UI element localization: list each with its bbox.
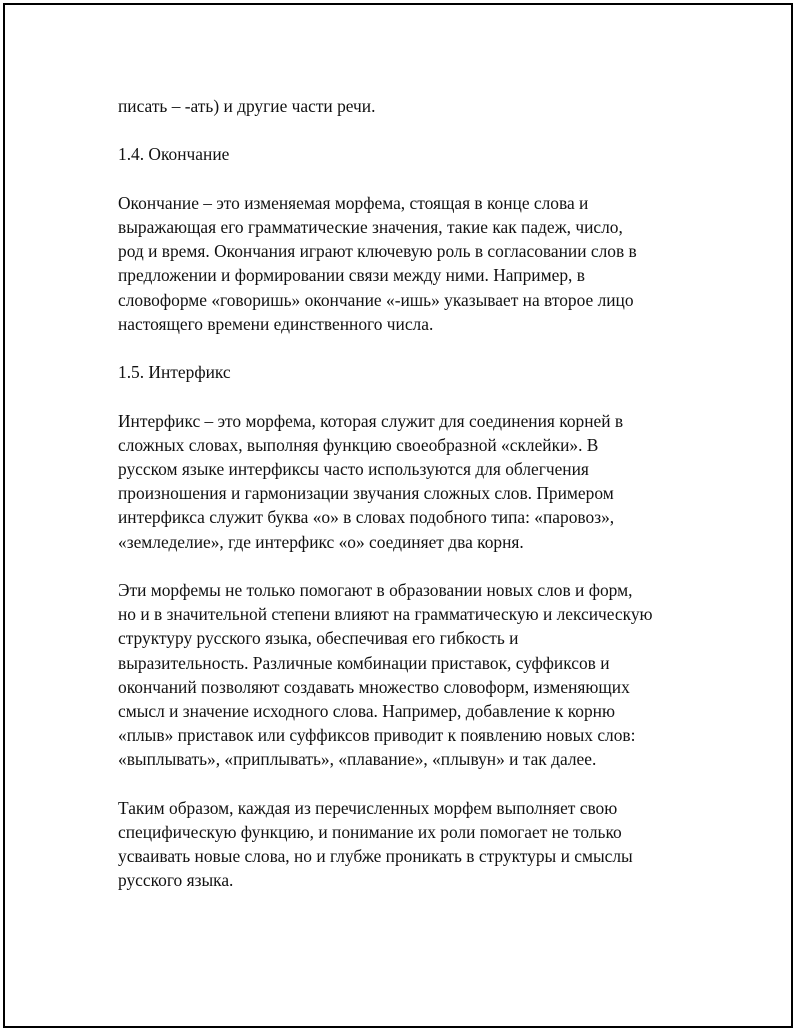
text-line: «земледелие», где интерфикс «о» соединяет два корня. <box>118 531 524 552</box>
text-line: структуру русского языка, обеспечивая его гибкость и <box>118 628 519 649</box>
text-line: сложных словах, выполняя функцию своеобразной «склейки». В <box>118 434 599 455</box>
text-line: усваивать новые слова, но и глубже проникать в структуры и смыслы <box>118 846 633 867</box>
text-line: но и в значительной степени влияют на грамматическую и лексическую <box>118 604 653 625</box>
text-line: выражающая его грамматические значения, такие как падеж, число, <box>118 216 623 237</box>
text-line: Таким образом, каждая из перечисленных морфем выполняет свою <box>118 797 618 818</box>
text-line: Эти морфемы не только помогают в образовании новых слов и форм, <box>118 579 633 600</box>
text-line: словоформе «говоришь» окончание «-ишь» указывает на второе лицо <box>118 289 634 310</box>
text-line: предложении и формировании связи между ними. Например, в <box>118 265 585 286</box>
fragment-paragraph <box>118 94 698 118</box>
text-line: род и время. Окончания играют ключевую роль в согласовании слов в <box>118 241 637 262</box>
text-line: произношения и гармонизации звучания сложных слов. Примером <box>118 483 614 504</box>
text-line: русском языке интерфиксы часто используются для облегчения <box>118 458 589 479</box>
text-line: Окончание – это изменяемая морфема, стоящая в конце слова и <box>118 192 589 213</box>
section-heading-interfix: 1.5. Интерфикс <box>118 362 231 383</box>
paragraph-ending <box>118 191 698 336</box>
text-line: выразительность. Различные комбинации приставок, суффиксов и <box>118 652 610 673</box>
text-line: «плыв» приставок или суффиксов приводит к появлению новых слов: <box>118 725 636 746</box>
document-body <box>118 94 698 917</box>
text-line: специфическую функцию, и понимание их роли помогает не только <box>118 822 622 842</box>
paragraph-conclusion <box>118 796 698 893</box>
text-line: настоящего времени единственного числа. <box>118 313 434 334</box>
paragraph-morphemes <box>118 578 698 772</box>
text-line: смысл и значение исходного слова. Например, добавление к корню <box>118 701 615 721</box>
text-line: русского языка. <box>118 870 234 891</box>
text-line: интерфикса служит буква «о» в словах подобного типа: «паровоз», <box>118 507 615 528</box>
text-line: окончаний позволяют создавать множество словоформ, изменяющих <box>118 676 630 697</box>
paragraph-interfix <box>118 409 698 554</box>
text-line: Интерфикс – это морфема, которая служит для соединения корней в <box>118 410 624 431</box>
text-line: «выплывать», «приплывать», «плавание», «плывун» и так далее. <box>118 749 597 770</box>
section-heading-ending: 1.4. Окончание <box>118 144 230 165</box>
text-line: писать – -ать) и другие части речи. <box>118 96 376 116</box>
